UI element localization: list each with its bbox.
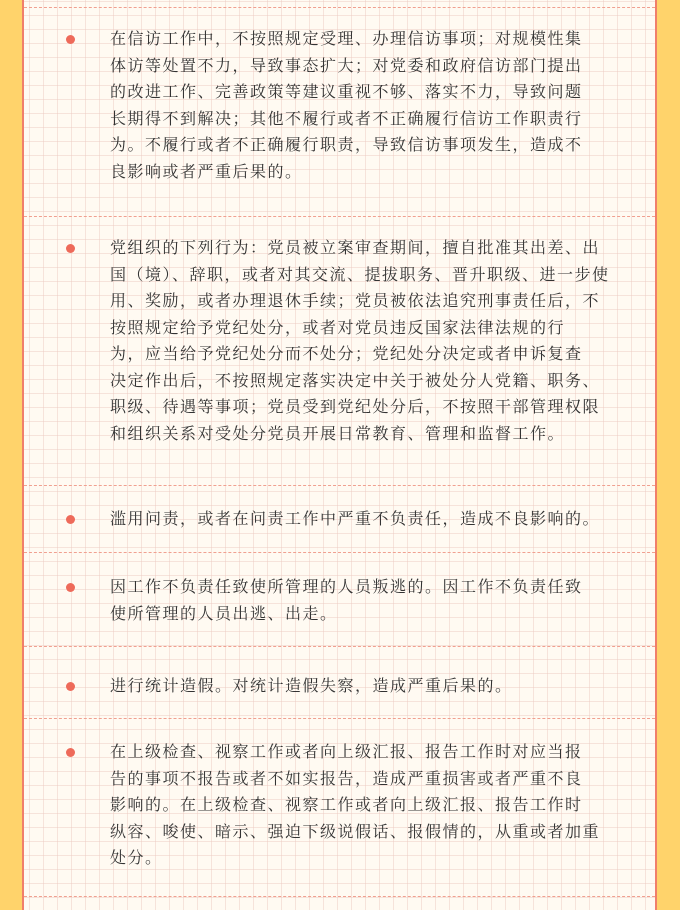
divider [24,216,655,217]
divider [24,485,655,486]
text-line: 为。不履行或者不正确履行职责，导致信访事项发生，造成不 [110,135,583,154]
bullet-dot [66,35,75,44]
text-line: 滥用问责，或者在问责工作中严重不负责任，造成不良影响的。 [110,509,601,528]
text-line: 党组织的下列行为：党员被立案审查期间，擅自批准其出差、出 [110,238,601,257]
text-line: 为，应当给予党纪处分而不处分；党纪处分决定或者申诉复查 [110,344,583,363]
text-line: 用、奖励，或者办理退休手续；党员被依法追究刑事责任后，不 [110,291,601,310]
text-line: 长期得不到解决；其他不履行或者不正确履行信访工作职责行 [110,108,583,128]
bullet-dot [66,244,75,253]
text-line: 的改进工作、完善政策等建议重视不够、落实不力，导致问题 [110,82,583,101]
divider [24,718,655,719]
item-text [110,673,626,700]
text-line: 使所管理的人员出逃、出走。 [110,603,338,623]
bullet-dot [66,583,75,592]
text-line: 良影响或者严重后果的。 [110,161,303,181]
text-line: 纵容、唆使、暗示、强迫下级说假话、报假情的，从重或者加重 [110,821,601,841]
text-line: 影响的。在上级检查、视察工作或者向上级汇报、报告工作时 [110,795,583,814]
item-text [110,26,626,185]
text-line: 进行统计造假。对统计造假失察，造成严重后果的。 [110,676,513,695]
divider [24,646,655,647]
text-line: 按照规定给予党纪处分，或者对党员违反国家法律法规的行 [110,317,566,337]
bullet-dot [66,515,75,524]
item-text [110,506,626,533]
bullet-dot [66,682,75,691]
text-line: 在上级检查、视察工作或者向上级汇报、报告工作时对应当报 [110,742,583,761]
text-line: 职级、待遇等事项；党员受到党纪处分后，不按照干部管理权限 [110,397,601,416]
text-line: 因工作不负责任致使所管理的人员叛逃的。因工作不负责任致 [110,577,583,596]
text-line: 体访等处置不力，导致事态扩大；对党委和政府信访部门提出 [110,55,583,75]
text-line: 国（境）、辞职，或者对其交流、提拔职务、晋升职级、进一步使 [110,264,610,284]
item-text [110,739,626,872]
item-text [110,574,626,627]
text-line: 告的事项不报告或者不如实报告，造成严重损害或者严重不良 [110,768,583,788]
text-line: 和组织关系对受处分党员开展日常教育、管理和监督工作。 [110,423,566,443]
bullet-dot [66,748,75,757]
text-line: 处分。 [110,848,163,867]
grid-paper-card [22,0,657,910]
text-line: 决定作出后，不按照规定落实决定中关于被处分人党籍、职务、 [110,370,601,390]
divider [24,552,655,553]
divider [24,896,655,897]
item-text [110,235,626,447]
divider [24,7,655,8]
text-line: 在信访工作中，不按照规定受理、办理信访事项；对规模性集 [110,29,583,48]
